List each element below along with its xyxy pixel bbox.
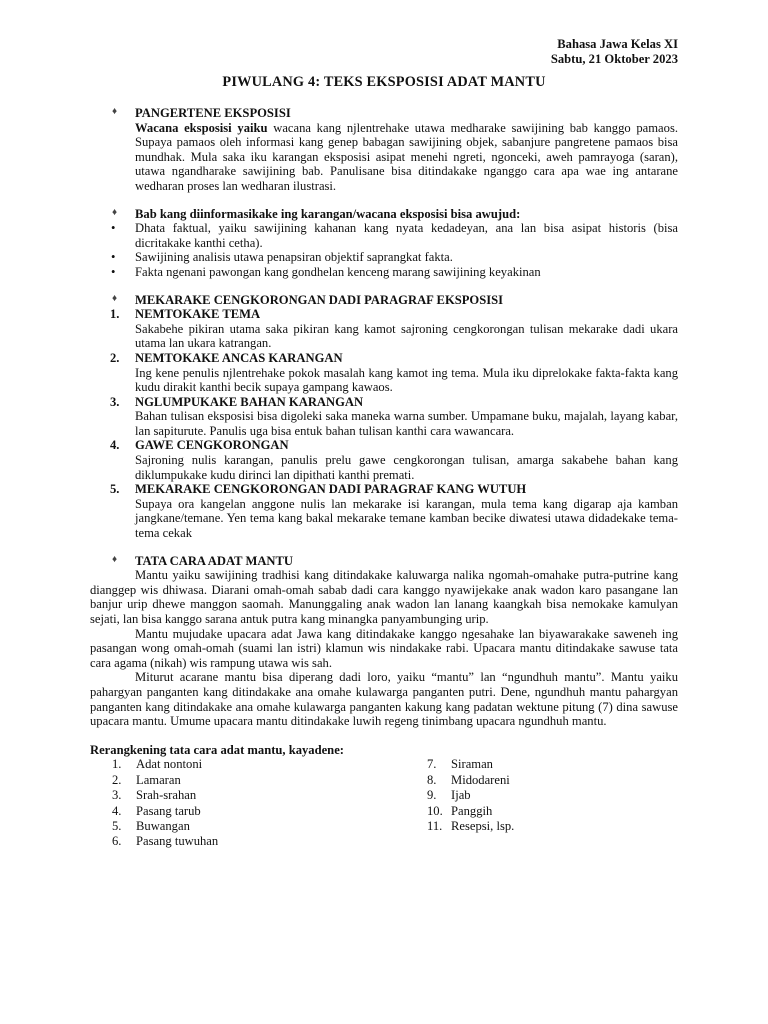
list-item: 5. Buwangan (112, 818, 190, 833)
header-date: Sabtu, 21 Oktober 2023 (550, 51, 678, 66)
section-pangertene (90, 106, 678, 194)
list-item: 3. NGLUMPUKAKE BAHAN KARANGAN Bahan tulisan eksposisi bisa digoleki saka maneka warna sumber. Umpamane buku, majalah, layang kabar, lan sapiturute. Panulis uga bisa entuk bahan tulisan kanthi cara wawancara. (90, 395, 678, 439)
page-title: PIWULANG 4: TEKS EKSPOSISI ADAT MANTU (222, 74, 546, 90)
diamond-bullet-icon: ♦ (112, 106, 118, 117)
paragraph: Mantu mujudake upacara adat Jawa kang ditindakake kanggo ngesahake lan biyawarakake saweneh ing pasangan wong omah-omah (suami lan istri) klamun wis nindakake rabi. Upacara mantu ditindakake sawuse tata cara agama (nikah) wis rampung utawa wis sah. (90, 626, 678, 670)
section-tata-cara (90, 554, 678, 729)
diamond-bullet-icon: ♦ (112, 292, 118, 304)
list-item: 5. MEKARAKE CENGKORONGAN DADI PARAGRAF KANG WUTUH Supaya ora kangelan anggone nulis lan mekarake isi karangan, mula tema kang digarap aja kamban jangkane/temane. Yen tema kang bakal mekarake temane kamban becike diwatesi utawa didadekake tema-tema cekak (90, 482, 678, 540)
steps-list (90, 742, 678, 849)
paragraph: Miturut acarane mantu bisa diperang dadi loro, yaiku “mantu” lan “ngundhuh mantu”. Mantu yaiku pahargyan panganten kang ditindakake ana omahe kulawarga panganten putri. Dene, ngundhuh mantu pahargyan panganten kang ditindakake ana omahe kulawarga panganten kakung kang padatan wektune pitung (7) dina sawuse upacara mantu. Umume upacara mantu ditindakake luwih regeng tinimbang upacara ngundhuh mantu. (90, 670, 678, 729)
list-item: • Fakta ngenani pawongan kang gondhelan kenceng marang sawijining keyakinan (111, 264, 541, 279)
dot-bullet-icon: • (111, 250, 116, 265)
item-title: NGLUMPUKAKE BAHAN KARANGAN (135, 394, 364, 409)
item-text: Supaya ora kangelan anggone nulis lan mekarake isi karangan, mula tema kang digarap aja kamban jangkane/temane. Yen tema kang bakal mekarake temane kamban becike diwatesi utawa didadekake tema-tema cekak (135, 496, 678, 541)
section-heading (90, 554, 678, 569)
diamond-bullet-icon: ♦ (112, 206, 118, 218)
paragraph-text: wacana kang njlentrehake utawa medharake sawijining bab kanggo pamaos. Supaya pamaos oleh informasi kang genep babagan sawijining objek, sabanjure pangretene pamaos bisa mundhak. Mula saka iku karangan eksposisi asipat menehi ngreti, ngonceki, aweh pamrayoga (saran), utawa ngandharake sawijining bab. Panulisane bisa ditindakake nganggo cara apa wae ing antarane wedharan proses lan wedharan ilustrasi. (135, 120, 678, 193)
item-title: GAWE CENGKORONGAN (135, 438, 289, 453)
numbered-list (90, 307, 678, 541)
section-heading (90, 106, 678, 121)
document-content (90, 106, 678, 849)
list-item: 1. NEMTOKAKE TEMA Sakabehe pikiran utama saka pikiran kang kamot sajroning cengkorongan tulisan mekarake dadi ukara utama lan ukara katrangan. (90, 307, 678, 351)
list-item: 6. Pasang tuwuhan (112, 834, 219, 849)
list-item: 7. Siraman (427, 757, 493, 772)
section-heading (90, 293, 678, 308)
steps-column-right (427, 757, 514, 834)
list-item: 1. Adat nontoni (112, 757, 203, 772)
page-header (551, 37, 678, 66)
section-heading (90, 207, 678, 222)
item-title: NEMTOKAKE TEMA (135, 307, 261, 322)
list-item: 4. GAWE CENGKORONGAN Sajroning nulis karangan, panulis prelu gawe cengkorongan tulisan, amarga sakabehe bahan kang diklumpukake kudu dirinci lan dipithati kanthi premati. (90, 438, 678, 482)
lead-term: Wacana eksposisi yaiku (135, 120, 268, 135)
item-text: Bahan tulisan eksposisi bisa digoleki saka maneka warna sumber. Umpamane buku, majalah, layang kabar, lan sapiturute. Panulis uga bisa entuk bahan tulisan kanthi cara wawancara. (135, 409, 678, 438)
section-heading-text: MEKARAKE CENGKORONGAN DADI PARAGRAF EKSPOSISI (135, 292, 504, 307)
section-heading-text: Bab kang diinformasikake ing karangan/wacana eksposisi bisa awujud: (135, 206, 521, 221)
dot-bullet-icon: • (111, 221, 116, 236)
list-item: 2. Lamaran (112, 772, 181, 787)
paragraph: Mantu yaiku sawijining tradhisi kang ditindakake kaluwarga nalika ngomah-omahake putra-putrine kang dianggep wis dhiwasa. Diarani omah-omah sabab dadi cara kanggo nyawijekake anak wadon karo pasangane lan banjur urip dhewe manggon saomah. Manunggaling anak wadon lan lanang kaangkah bisa nemokake kamulyan sejati, lan bisa kanggo sarana antuk putra kang minangka panyambunging urip. (90, 568, 678, 626)
list-item: 9. Ijab (427, 788, 471, 803)
section-mekarake (90, 293, 678, 541)
item-title: MEKARAKE CENGKORONGAN DADI PARAGRAF KANG WUTUH (135, 482, 527, 497)
header-class: Bahasa Jawa Kelas XI (557, 37, 678, 51)
steps-title: Rerangkening tata cara adat mantu, kayadene: (90, 742, 344, 757)
item-text: Sakabehe pikiran utama saka pikiran kang kamot sajroning cengkorongan tulisan mekarake dadi ukara utama lan ukara katrangan. (135, 321, 678, 351)
list-item: 10. Panggih (427, 803, 493, 818)
list-item: 3. Srah-srahan (112, 788, 197, 803)
dot-bullet-icon: • (111, 264, 116, 279)
item-title: NEMTOKAKE ANCAS KARANGAN (135, 350, 343, 365)
item-text: Ing kene penulis njlentrehake pokok masalah kang kamot ing tema. Mula iku diprelokake fakta-fakta kang kudu dirakit kanthi becik supaya gampang kawaos. (135, 365, 678, 395)
list-item: 8. Midodareni (427, 772, 510, 787)
section-paragraph (90, 121, 678, 194)
list-item: 4. Pasang tarub (112, 803, 201, 818)
section-bab (90, 207, 678, 280)
list-item: • Sawijining analisis utawa penapsiran objektif saprangkat fakta. (111, 250, 453, 265)
bullet-list (90, 221, 678, 279)
list-item: 2. NEMTOKAKE ANCAS KARANGAN Ing kene penulis njlentrehake pokok masalah kang kamot ing tema. Mula iku diprelokake fakta-fakta kang kudu dirakit kanthi becik supaya gampang kawaos. (90, 351, 678, 395)
section-heading-text: PANGERTENE EKSPOSISI (135, 106, 291, 120)
item-text: Sajroning nulis karangan, panulis prelu gawe cengkorongan tulisan, amarga sakabehe bahan kang diklumpukake kudu dirinci lan dipithati kanthi premati. (135, 453, 678, 482)
section-heading-text: TATA CARA ADAT MANTU (135, 553, 294, 568)
steps-column-left (112, 757, 218, 849)
diamond-bullet-icon: ♦ (112, 553, 118, 565)
list-item: • Dhata faktual, yaiku sawijining kahanan kang nyata kedadeyan, ana lan bisa asipat historis (bisa dicritakake kanthi cetha). (111, 221, 678, 250)
list-item: 11. Resepsi, lsp. (427, 818, 515, 833)
